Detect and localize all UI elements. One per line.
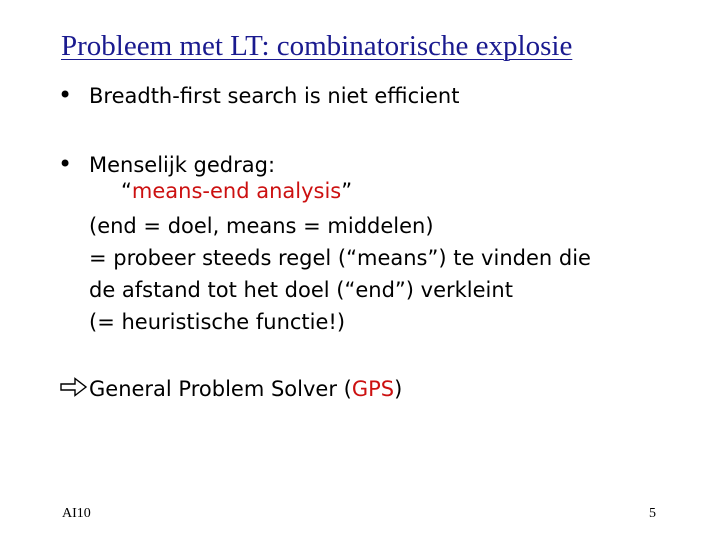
quote-close: ” (341, 179, 353, 203)
slide-title: Probleem met LT: combinatorische explosie (61, 30, 573, 62)
explanation-line-1: = probeer steeds regel (“means”) te vinden die (89, 246, 591, 270)
arrow-right-outline-icon (59, 372, 89, 402)
heuristic-line: (= heuristische functie!) (89, 310, 346, 334)
page-number: 5 (649, 506, 656, 521)
bullet-breadth-first: Breadth-first search is niet efficient (89, 84, 460, 108)
quote-open: “ (121, 179, 132, 203)
footer-course-code: AI10 (62, 506, 91, 521)
gps-conclusion (89, 373, 402, 405)
gps-suffix: ) (394, 377, 403, 401)
means-end-analysis-line (121, 175, 352, 207)
bullet-dot: • (58, 150, 73, 178)
means-end-analysis-term: means-end analysis (131, 179, 342, 203)
definition-line: (end = doel, means = middelen) (89, 214, 434, 238)
gps-prefix: General Problem Solver ( (89, 377, 352, 401)
gps-acronym: GPS (351, 377, 395, 401)
bullet-dot: • (58, 81, 73, 109)
bullet-menselijk-gedrag: Menselijk gedrag: (89, 153, 276, 177)
explanation-line-2: de afstand tot het doel (“end”) verkleint (89, 278, 513, 302)
